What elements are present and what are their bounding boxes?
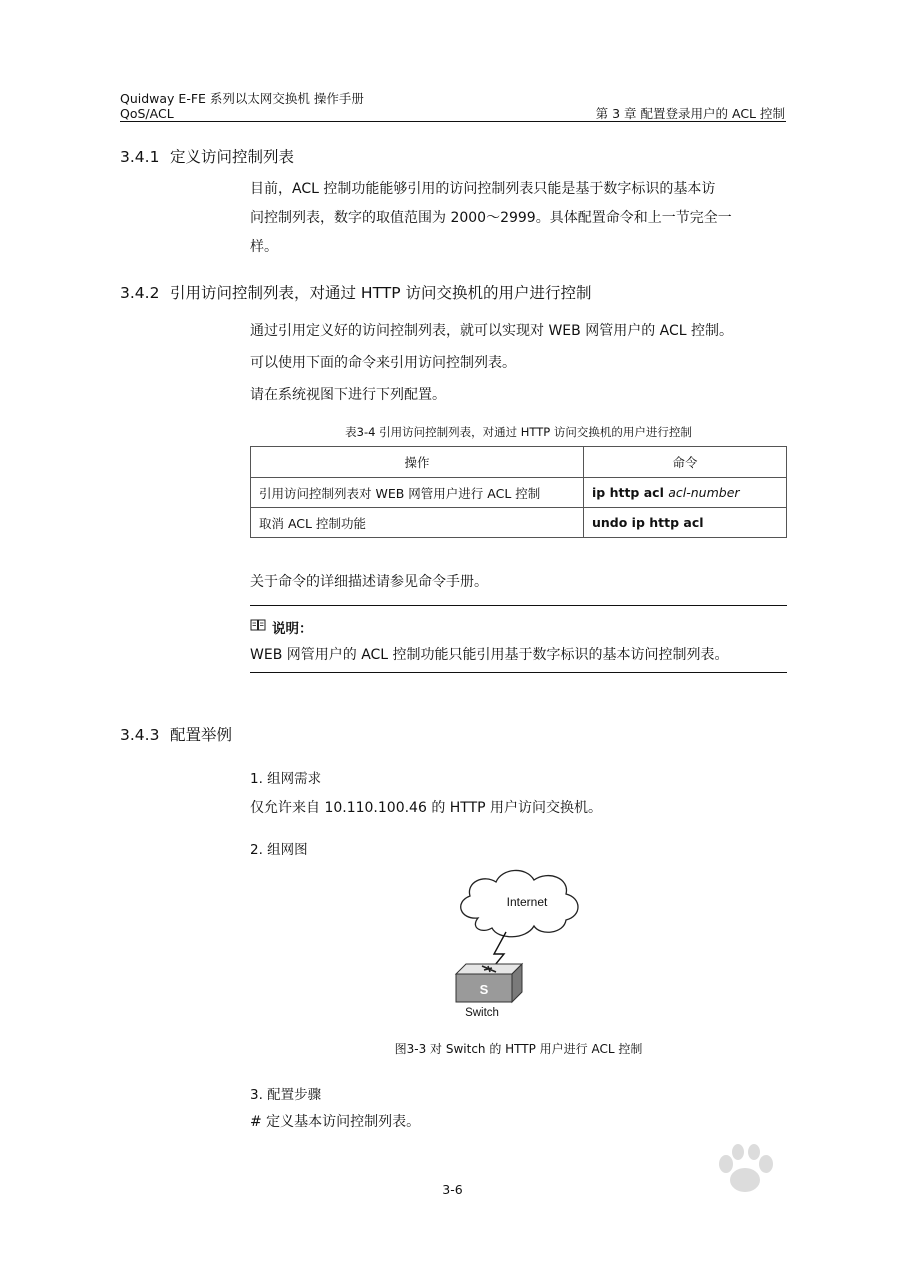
header-rule — [120, 121, 786, 122]
network-diagram — [430, 862, 600, 1024]
paragraph-3-4-2 — [250, 315, 795, 411]
note-top-rule — [250, 605, 787, 606]
table-cell-command — [584, 478, 787, 508]
paragraph-line: 问控制列表，数字的取值范围为 2000～2999。具体配置命令和上一节完全一 — [250, 210, 732, 226]
requirements-text: 仅允许来自 10.110.100.46 的 HTTP 用户访问交换机。 — [250, 800, 603, 816]
section-title: 配置举例 — [170, 726, 233, 744]
section-number: 3.4.1 — [120, 148, 160, 166]
note-label: 说明： — [272, 621, 313, 637]
table-row — [251, 478, 787, 508]
subheading-diagram: 2. 组网图 — [250, 842, 308, 858]
table-header-operation: 操作 — [251, 447, 584, 478]
section-number: 3.4.3 — [120, 726, 160, 744]
section-heading-3-4-3 — [120, 723, 232, 745]
section-number: 3.4.2 — [120, 284, 160, 302]
after-table-text: 关于命令的详细描述请参见命令手册。 — [250, 574, 488, 590]
paragraph-line: 可以使用下面的命令来引用访问控制列表。 — [250, 355, 516, 371]
note-label-row — [250, 617, 313, 637]
switch-letter: S — [479, 982, 489, 997]
paragraph-line: 请在系统视图下进行下列配置。 — [250, 387, 446, 403]
book-icon — [250, 619, 272, 636]
internet-label: Internet — [506, 895, 548, 909]
paragraph-3-4-1 — [250, 175, 787, 262]
table-cell-operation: 引用访问控制列表对 WEB 网管用户进行 ACL 控制 — [251, 478, 584, 508]
header-left-subtitle: QoS/ACL — [120, 106, 174, 121]
figure-caption: 图3-3 对 Switch 的 HTTP 用户进行 ACL 控制 — [394, 1042, 643, 1056]
paragraph-line: 目前，ACL 控制功能能够引用的访问控制列表只能是基于数字标识的基本访 — [250, 181, 716, 197]
subheading-requirements: 1. 组网需求 — [250, 771, 322, 787]
note-bottom-rule — [250, 672, 787, 673]
switch-icon — [456, 964, 522, 1002]
section-title: 定义访问控制列表 — [170, 148, 295, 166]
table-row — [251, 508, 787, 538]
header-chapter: 第 3 章 配置登录用户的 ACL 控制 — [595, 106, 785, 121]
table-caption: 表3-4 引用访问控制列表，对通过 HTTP 访问交换机的用户进行控制 — [345, 425, 692, 439]
section-heading-3-4-2 — [120, 281, 592, 303]
command-text: undo ip http acl — [592, 515, 704, 530]
table-cell-command — [584, 508, 787, 538]
section-heading-3-4-1 — [120, 145, 294, 167]
command-table — [250, 446, 787, 538]
paw-icon — [710, 1140, 780, 1200]
subheading-steps: 3. 配置步骤 — [250, 1087, 322, 1103]
step-text: # 定义基本访问控制列表。 — [250, 1114, 421, 1130]
paragraph-line: 样。 — [250, 239, 278, 255]
note-text: WEB 网管用户的 ACL 控制功能只能引用基于数字标识的基本访问控制列表。 — [250, 647, 729, 663]
command-argument: acl-number — [668, 485, 740, 500]
header-left-title: Quidway E-FE 系列以太网交换机 操作手册 — [120, 91, 364, 106]
paragraph-line: 通过引用定义好的访问控制列表，就可以实现对 WEB 网管用户的 ACL 控制。 — [250, 323, 733, 339]
table-header-command: 命令 — [584, 447, 787, 478]
table-cell-operation: 取消 ACL 控制功能 — [251, 508, 584, 538]
command-text: ip http acl — [592, 485, 669, 500]
section-title: 引用访问控制列表，对通过 HTTP 访问交换机的用户进行控制 — [170, 284, 592, 302]
switch-label: Switch — [465, 1007, 499, 1019]
table-header-row — [251, 447, 787, 478]
page-number: 3-6 — [442, 1182, 463, 1197]
watermark-logo — [645, 1140, 865, 1260]
